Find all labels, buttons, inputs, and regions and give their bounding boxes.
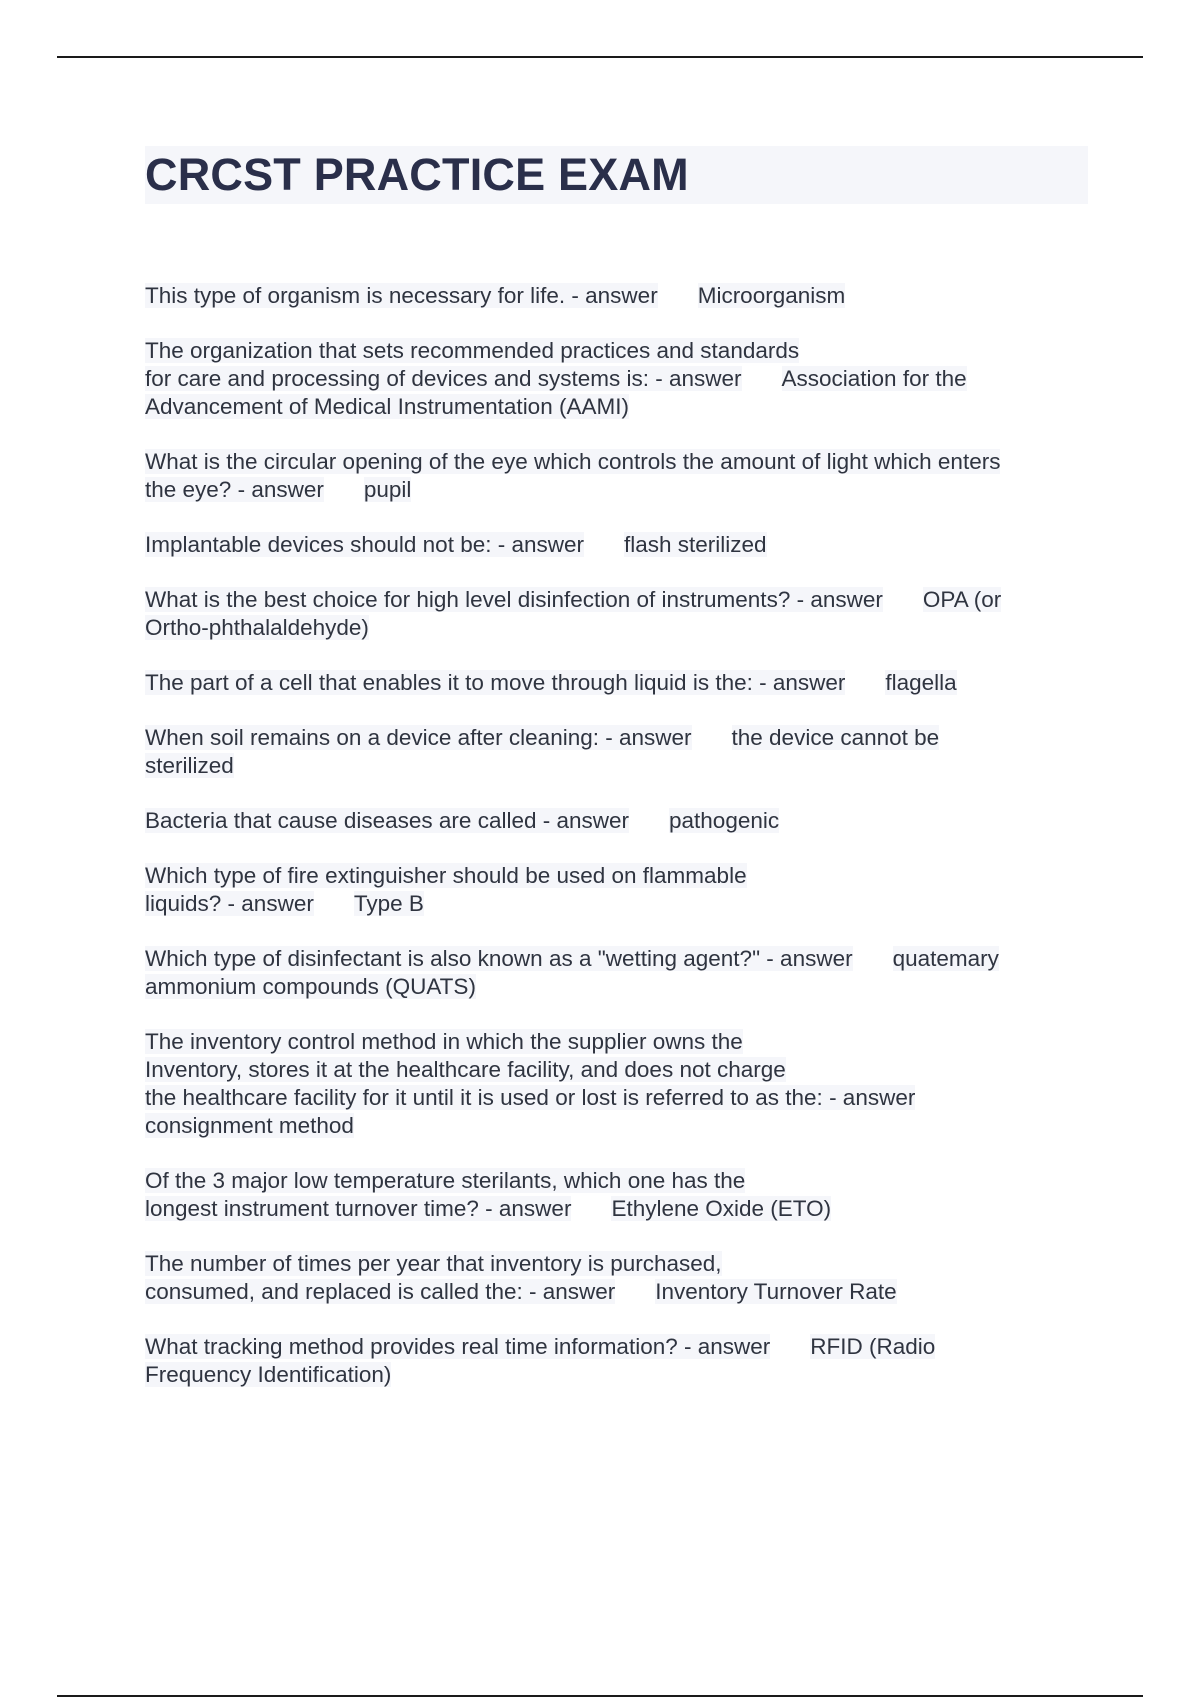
- question-text: What is the circular opening of the eye which controls the amount of light which enters the eye? - answer: [145, 449, 1001, 502]
- question-text: Which type of disinfectant is also known as a "wetting agent?" - answer: [145, 946, 853, 971]
- answer-text: consignment method: [145, 1113, 354, 1138]
- question-text: Implantable devices should not be: - answer: [145, 532, 585, 557]
- answer-text: Microorganism: [697, 283, 846, 308]
- answer-text: OPA (or Ortho-phthalaldehyde): [145, 587, 1002, 640]
- answer-text: flagella: [885, 670, 957, 695]
- qa-item: [145, 1250, 1085, 1306]
- qa-item: [145, 1333, 1085, 1389]
- qa-item: [145, 337, 1085, 421]
- answer-text: Type B: [353, 891, 424, 916]
- qa-item: [145, 945, 1085, 1001]
- answer-text: Inventory Turnover Rate: [655, 1279, 897, 1304]
- question-text: Bacteria that cause diseases are called - answer: [145, 808, 630, 833]
- answer-text: Ethylene Oxide (ETO): [611, 1196, 832, 1221]
- question-text: Of the 3 major low temperature sterilants, which one has the longest instrument turnover time? - answer: [145, 1168, 746, 1221]
- qa-item: [145, 531, 1085, 559]
- answer-text: quatemary ammonium compounds (QUATS): [145, 946, 999, 999]
- top-rule: [57, 56, 1143, 58]
- qa-item: [145, 282, 1085, 310]
- question-text: The inventory control method in which the supplier owns the Inventory, stores it at the healthcare facility, and does not charge the healthcare facility for it until it is used or lost is referred to as the: - answer: [145, 1029, 916, 1110]
- qa-item: [145, 1028, 1085, 1140]
- answer-text: Association for the Advancement of Medical Instrumentation (AAMI): [145, 366, 967, 419]
- answer-text: pupil: [363, 477, 412, 502]
- question-text: When soil remains on a device after cleaning: - answer: [145, 725, 692, 750]
- qa-list: [145, 282, 1085, 1416]
- question-text: The organization that sets recommended practices and standards for care and processing of devices and systems is: - answer: [145, 338, 800, 391]
- qa-item: [145, 669, 1085, 697]
- question-text: What is the best choice for high level disinfection of instruments? - answer: [145, 587, 883, 612]
- answer-text: pathogenic: [669, 808, 780, 833]
- qa-item: [145, 724, 1085, 780]
- bottom-rule: [57, 1695, 1143, 1697]
- answer-text: RFID (Radio Frequency Identification): [145, 1334, 936, 1387]
- qa-item: [145, 586, 1085, 642]
- qa-item: [145, 807, 1085, 835]
- question-text: This type of organism is necessary for life. - answer: [145, 283, 658, 308]
- qa-item: [145, 1167, 1085, 1223]
- question-text: The number of times per year that inventory is purchased, consumed, and replaced is called the: - answer: [145, 1251, 722, 1304]
- question-text: Which type of fire extinguisher should be used on flammable liquids? - answer: [145, 863, 747, 916]
- question-text: The part of a cell that enables it to move through liquid is the: - answer: [145, 670, 846, 695]
- qa-item: [145, 448, 1085, 504]
- answer-text: flash sterilized: [624, 532, 767, 557]
- qa-item: [145, 862, 1085, 918]
- page-title: CRCST PRACTICE EXAM: [145, 149, 689, 200]
- answer-text: the device cannot be sterilized: [145, 725, 940, 778]
- question-text: What tracking method provides real time information? - answer: [145, 1334, 771, 1359]
